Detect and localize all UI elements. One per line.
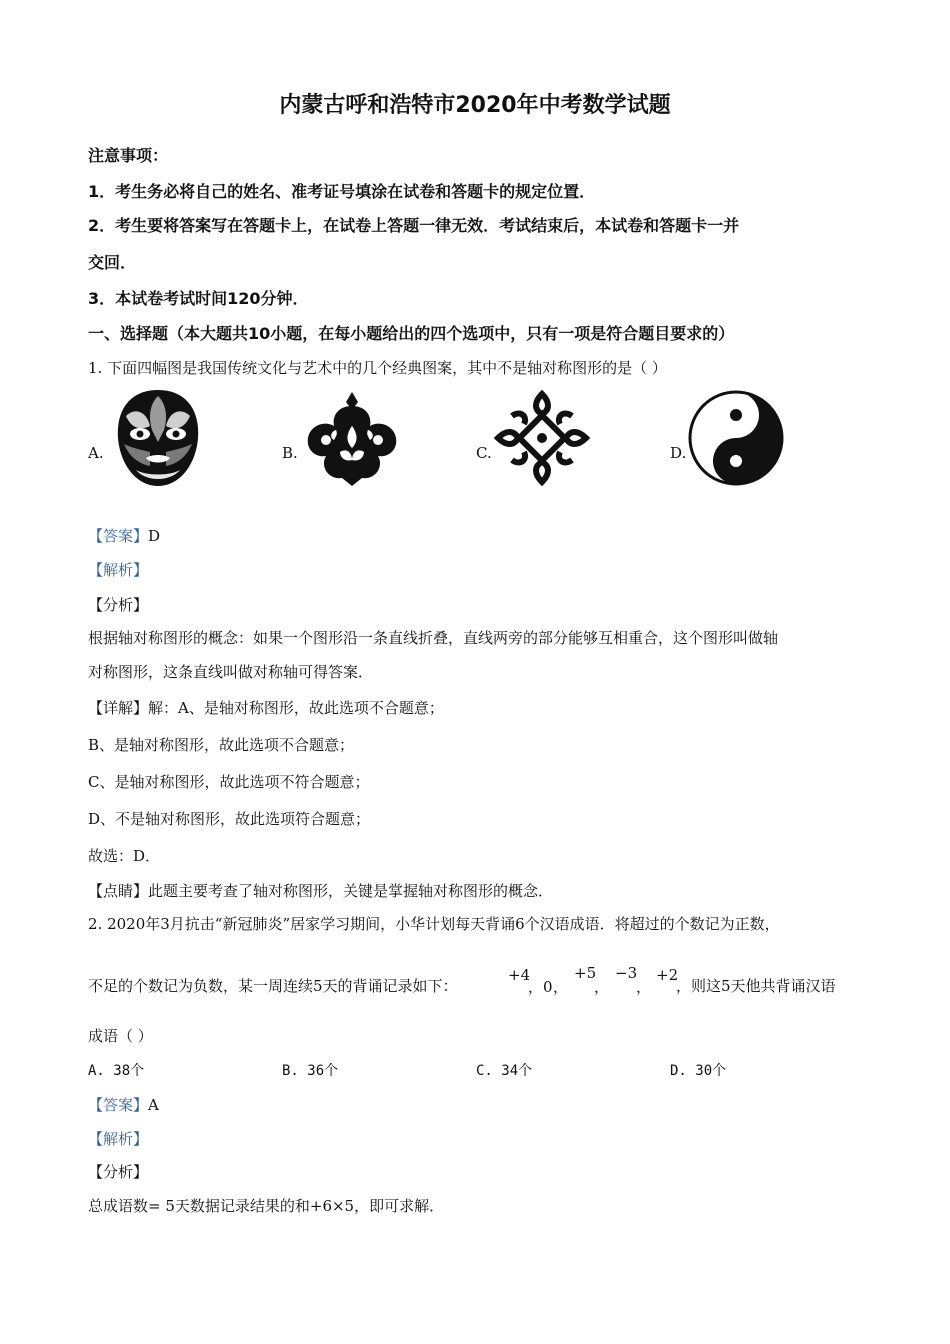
q1-fenxi-text: 根据轴对称图形的概念：如果一个图形沿一条直线折叠，直线两旁的部分能够互相重合，这个图形叫做轴 <box>88 629 779 647</box>
q1-fenxi-text-cont: 对称图形，这条直线叫做对称轴可得答案． <box>88 663 374 681</box>
yin-yang-icon <box>684 386 788 490</box>
question-1-stem: 1. 下面四幅图是我国传统文化与艺术中的几个经典图案，其中不是轴对称图形的是（ ） <box>88 359 667 377</box>
q2-stem-post: ，则这5天他共背诵汉语 <box>676 977 836 995</box>
q2-value-1: +4 <box>508 966 531 984</box>
q1-detail-2: B、是轴对称图形，故此选项不合题意； <box>88 736 355 754</box>
q1-option-d-label: D. <box>670 444 687 462</box>
question-2-stem-line2 <box>88 976 458 996</box>
q1-answer <box>88 526 160 546</box>
q2-value-4: −3 <box>615 964 638 982</box>
question-2-stem: 2. 2020年3月抗击“新冠肺炎”居家学习期间，小华计划每天背诵6个汉语成语．将超过的个数记为正数， <box>88 915 780 933</box>
notes-heading: 注意事项： <box>88 146 169 165</box>
q2-sep-4: ， <box>636 978 652 996</box>
q2-value-2: 0 <box>543 978 553 996</box>
q2-analysis-tag: 【解析】 <box>88 1130 149 1148</box>
q2-sep-3: ， <box>594 978 610 996</box>
section-heading: 一、选择题（本大题共10小题，在每小题给出的四个选项中，只有一项是符合题目要求的） <box>88 324 735 343</box>
q2-value-3: +5 <box>574 964 597 982</box>
q1-option-b-label: B. <box>282 444 298 462</box>
q1-point: 【点睛】此题主要考查了轴对称图形，关键是掌握轴对称图形的概念． <box>88 882 554 900</box>
q2-option-b: B. 36个 <box>282 1063 339 1079</box>
q1-detail-3: C、是轴对称图形，故此选项不符合题意； <box>88 773 370 791</box>
ornament-flower-icon <box>300 386 404 490</box>
q1-option-c-label: C. <box>476 444 492 462</box>
notes-item-2: 2．考生要将答案写在答题卡上，在试卷上答题一律无效．考试结束后，本试卷和答题卡一并 <box>88 216 740 235</box>
ornament-knot-icon <box>490 386 594 490</box>
q1-detail-1: 【详解】解：A、是轴对称图形，故此选项不合题意； <box>88 699 444 717</box>
answer-tag: 【答案】 <box>88 527 149 545</box>
q2-option-c: C. 34个 <box>476 1063 533 1079</box>
q1-choose: 故选：D． <box>88 847 161 865</box>
q2-fenxi-text: 总成语数= 5天数据记录结果的和+6×5，即可求解． <box>88 1197 445 1215</box>
notes-item-1: 1．考生务必将自己的姓名、准考证号填涂在试卷和答题卡的规定位置． <box>88 182 596 201</box>
q2-value-5: +2 <box>656 966 679 984</box>
q2-option-a: A. 38个 <box>88 1063 145 1079</box>
q2-stem-pre: 不足的个数记为负数，某一周连续5天的背诵记录如下： <box>88 977 458 995</box>
q1-option-a-label: A. <box>88 444 104 462</box>
opera-mask-icon <box>106 386 210 490</box>
answer-value: A <box>148 1096 159 1114</box>
answer-tag: 【答案】 <box>88 1096 149 1114</box>
answer-value: D <box>148 527 161 545</box>
q2-sep-1: ， <box>528 978 544 996</box>
question-2-stem-line3: 成语（ ） <box>88 1027 153 1045</box>
q1-analysis-tag: 【解析】 <box>88 561 149 579</box>
q1-fenxi-tag: 【分析】 <box>88 596 149 614</box>
q2-option-d: D. 30个 <box>670 1063 727 1079</box>
q2-sep-2: ， <box>553 978 569 996</box>
q2-answer <box>88 1095 159 1115</box>
q2-fenxi-tag: 【分析】 <box>88 1163 149 1181</box>
q1-detail-4: D、不是轴对称图形，故此选项符合题意； <box>88 810 371 828</box>
notes-item-2-cont: 交回． <box>88 253 137 272</box>
notes-item-3: 3．本试卷考试时间120分钟． <box>88 289 309 308</box>
page-title: 内蒙古呼和浩特市2020年中考数学试题 <box>279 93 671 118</box>
